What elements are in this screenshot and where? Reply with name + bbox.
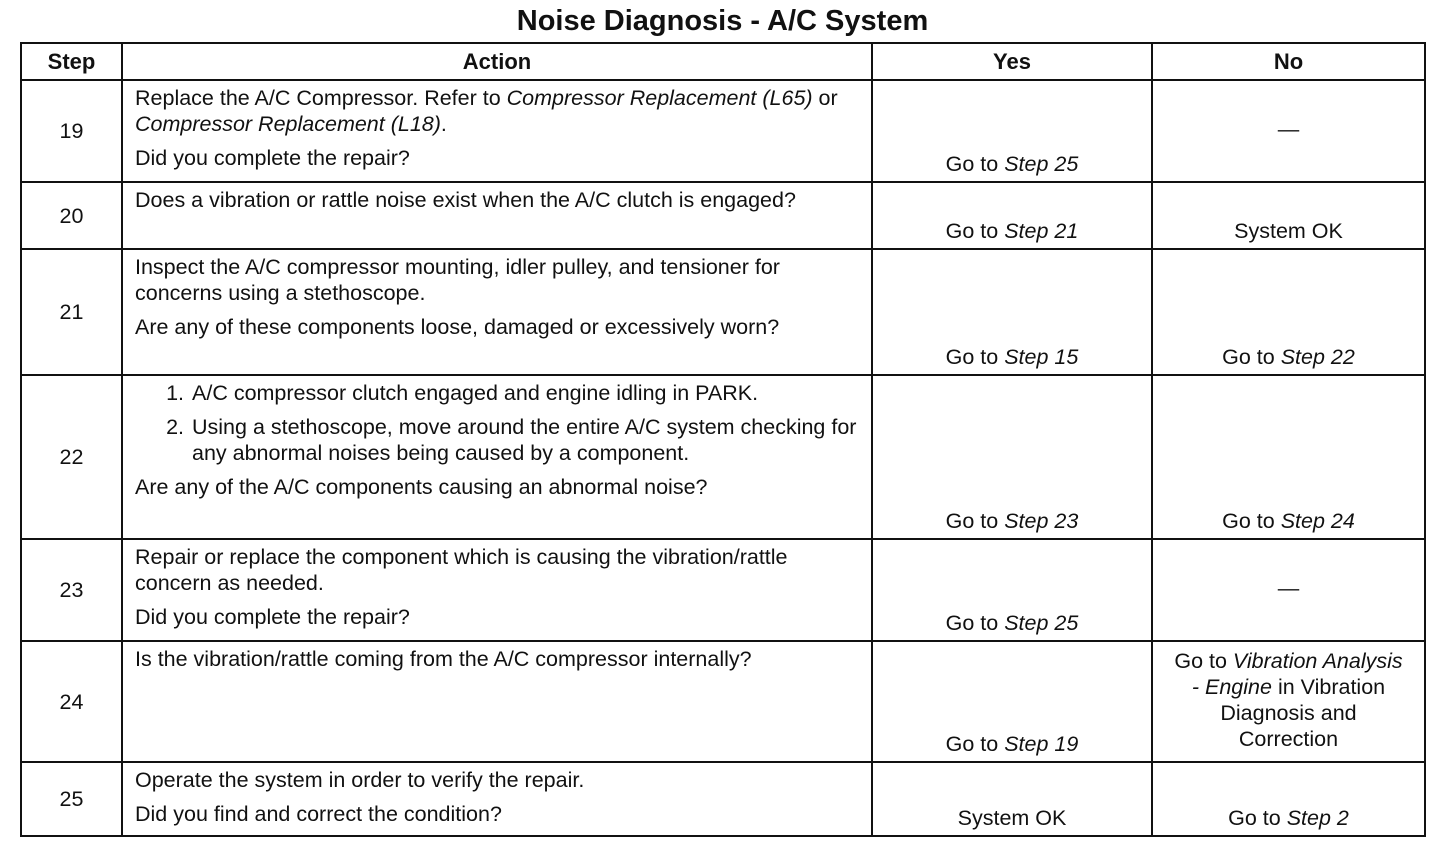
header-step: Step [21, 43, 122, 80]
step-reference: Step 2 [1286, 806, 1349, 830]
no-cell: Go to Step 2 [1152, 762, 1425, 836]
step-number: 19 [21, 80, 122, 182]
question-text: Are any of these components loose, damaged or excessively worn? [135, 315, 780, 339]
yes-cell: Go to Step 15 [872, 249, 1152, 375]
step-reference: Step 25 [1004, 152, 1079, 176]
table-row [21, 641, 1425, 762]
question-text: Is the vibration/rattle coming from the A/C compressor internally? [135, 647, 752, 671]
no-cell: Go to Step 22 [1152, 249, 1425, 375]
action-cell [122, 80, 872, 182]
step-number: 21 [21, 249, 122, 375]
step-reference: Step 24 [1280, 509, 1355, 533]
action-cell [122, 375, 872, 539]
action-text: Inspect the A/C compressor mounting, idler pulley, and tensioner for concerns using a stethoscope. [135, 255, 780, 305]
action-cell [122, 641, 872, 762]
yes-cell: System OK [872, 762, 1152, 836]
diagnosis-table [20, 42, 1426, 837]
step-reference: Step 21 [1004, 219, 1079, 243]
header-action: Action [122, 43, 872, 80]
yes-cell: Go to Step 25 [872, 80, 1152, 182]
step-number: 23 [21, 539, 122, 641]
action-cell [122, 182, 872, 249]
reference-link: Compressor Replacement (L18) [135, 112, 441, 136]
yes-cell: Go to Step 25 [872, 539, 1152, 641]
procedure-list [135, 380, 859, 466]
question-text: Are any of the A/C components causing an abnormal noise? [135, 475, 708, 499]
no-cell: — [1152, 539, 1425, 641]
table-row [21, 182, 1425, 249]
action-text: Replace the A/C Compressor. Refer to Compressor Replacement (L65) or Compressor Replacement (L18). [135, 86, 838, 136]
action-cell [122, 539, 872, 641]
list-item: 2. Using a stethoscope, move around the entire A/C system checking for any abnormal noises being caused by a component. [190, 414, 859, 466]
reference-link: Vibration Analysis - Engine [1191, 649, 1403, 699]
no-cell: System OK [1152, 182, 1425, 249]
table-row [21, 80, 1425, 182]
table-row [21, 762, 1425, 836]
question-text: Did you find and correct the condition? [135, 802, 502, 826]
table-header-row [21, 43, 1425, 80]
table-row [21, 539, 1425, 641]
step-reference: Step 19 [1004, 732, 1079, 756]
page-title: Noise Diagnosis - A/C System [516, 5, 929, 37]
step-reference: Step 23 [1004, 509, 1079, 533]
header-yes: Yes [872, 43, 1152, 80]
action-text: Repair or replace the component which is causing the vibration/rattle concern as needed. [135, 545, 788, 595]
reference-link: Compressor Replacement (L65) [506, 86, 813, 110]
action-text: Operate the system in order to verify the repair. [135, 768, 585, 792]
step-reference: Step 22 [1280, 345, 1355, 369]
no-cell: Go to Vibration Analysis - Engine in Vibration Diagnosis and Correction [1152, 641, 1425, 762]
header-no: No [1152, 43, 1425, 80]
table-row [21, 375, 1425, 539]
yes-cell: Go to Step 19 [872, 641, 1152, 762]
action-cell [122, 762, 872, 836]
step-number: 25 [21, 762, 122, 836]
step-number: 22 [21, 375, 122, 539]
question-text: Did you complete the repair? [135, 605, 410, 629]
no-cell: — [1152, 80, 1425, 182]
action-cell [122, 249, 872, 375]
yes-cell: Go to Step 21 [872, 182, 1152, 249]
question-text: Did you complete the repair? [135, 146, 410, 170]
table-row [21, 249, 1425, 375]
question-text: Does a vibration or rattle noise exist when the A/C clutch is engaged? [135, 188, 796, 212]
step-reference: Step 15 [1004, 345, 1079, 369]
list-item: 1. A/C compressor clutch engaged and engine idling in PARK. [190, 380, 859, 406]
step-reference: Step 25 [1004, 611, 1079, 635]
step-number: 20 [21, 182, 122, 249]
no-cell: Go to Step 24 [1152, 375, 1425, 539]
step-number: 24 [21, 641, 122, 762]
yes-cell: Go to Step 23 [872, 375, 1152, 539]
